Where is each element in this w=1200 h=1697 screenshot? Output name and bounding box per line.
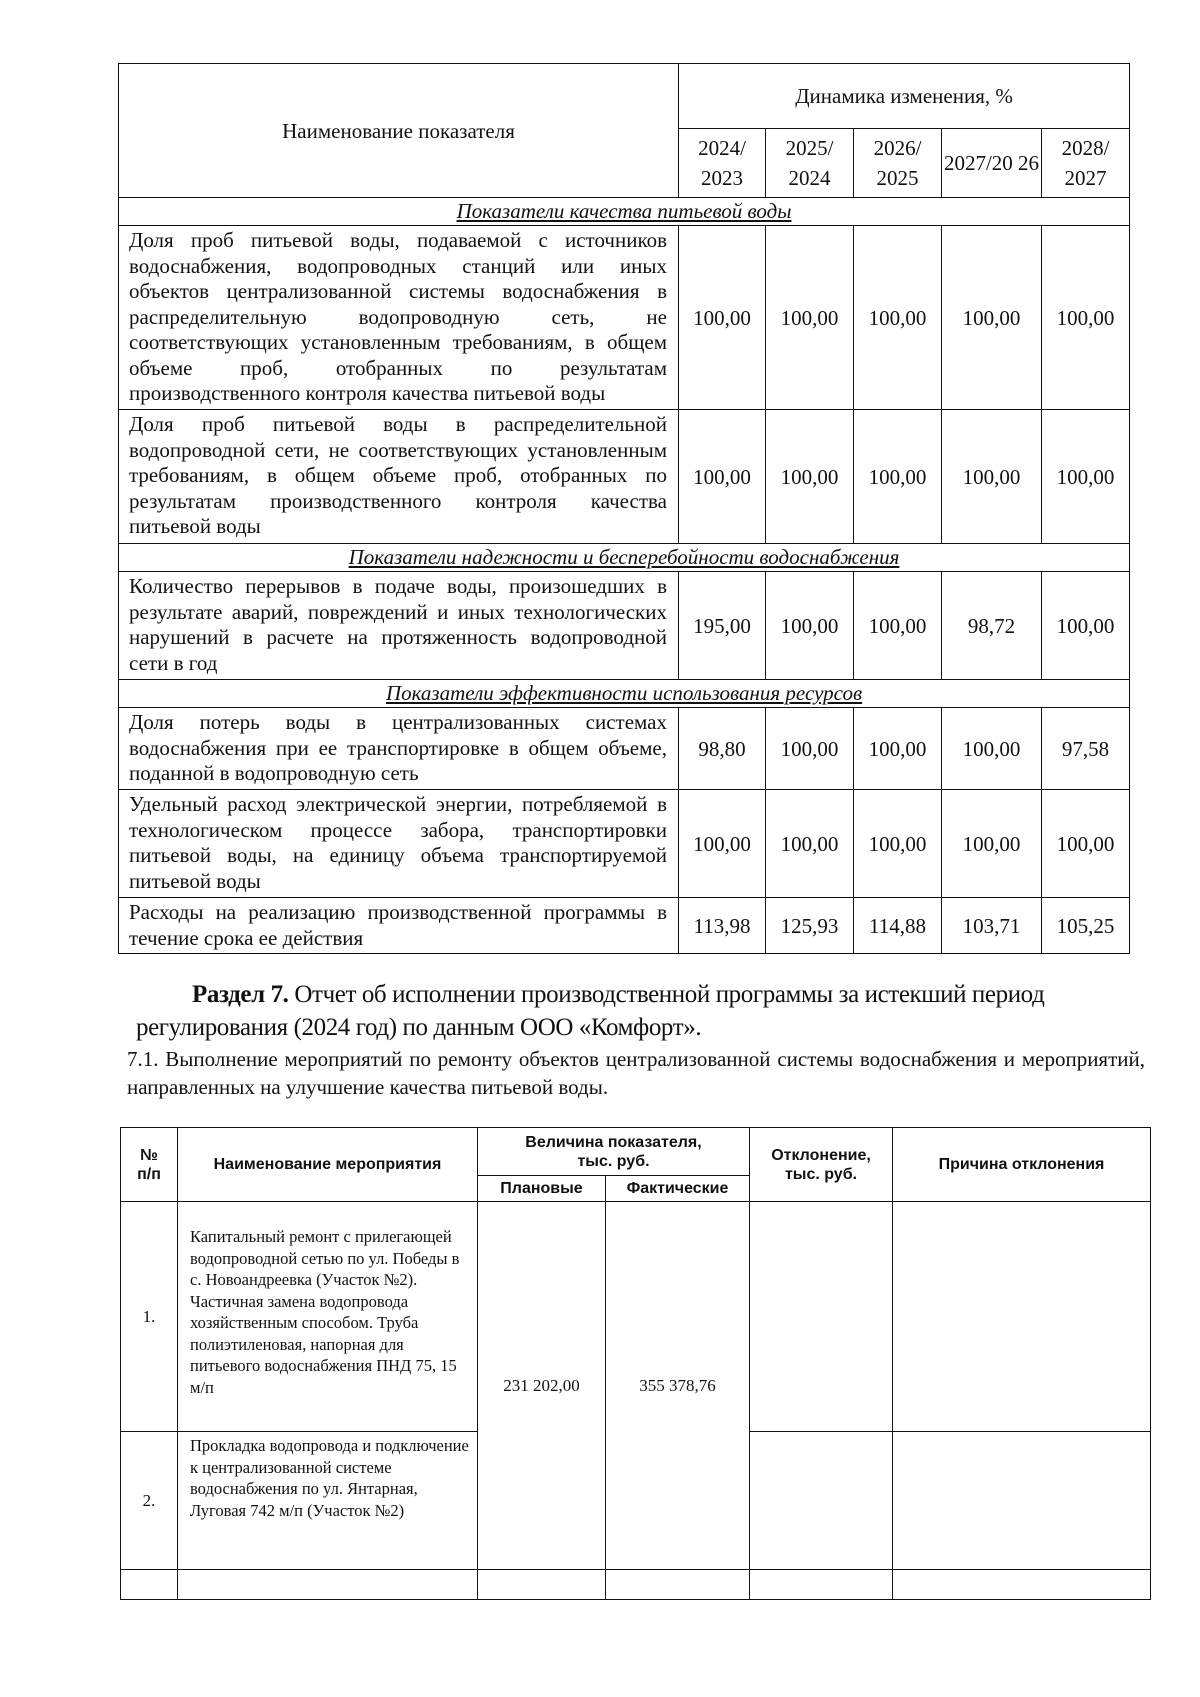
row-number: 1. <box>121 1202 178 1432</box>
section-title-quality <box>119 198 1130 226</box>
empty-cell <box>478 1570 606 1600</box>
table-row <box>119 226 1130 410</box>
indicator-value: 100,00 <box>766 410 854 544</box>
empty-cell <box>606 1570 750 1600</box>
actual-value: 355 378,76 <box>606 1202 750 1570</box>
indicator-name: Количество перерывов в подаче воды, произошедших в результате аварий, повреждений и иных технологических нарушений в расчете на протяженность водопроводной сети в год <box>119 572 679 680</box>
actual-header: Фактические <box>606 1176 750 1202</box>
value-header: Величина показателя, тыс. руб. <box>478 1128 750 1176</box>
indicator-value: 100,00 <box>854 790 942 898</box>
indicator-value: 100,00 <box>942 226 1042 410</box>
indicator-value: 125,93 <box>766 898 854 954</box>
indicator-value: 100,00 <box>854 572 942 680</box>
deviation-header: Отклонение, тыс. руб. <box>750 1128 893 1202</box>
number-header: № п/п <box>121 1128 178 1202</box>
indicator-value: 195,00 <box>679 572 766 680</box>
section-title-text: Показатели качества питьевой воды <box>456 199 792 223</box>
year-header: 2024/ 2023 <box>679 129 766 198</box>
subsection-7-1: 7.1. Выполнение мероприятий по ремонту объектов централизованной системы водоснабжения и мероприятий, направленных на улучшение качества питьевой воды. <box>127 1047 1145 1099</box>
indicator-value: 100,00 <box>766 790 854 898</box>
indicator-name: Доля потерь воды в централизованных системах водоснабжения при ее транспортировке в общем объеме, поданной в водопроводную сеть <box>119 708 679 790</box>
section-title-text: Показатели надежности и бесперебойности водоснабжения <box>348 545 900 569</box>
reason-cell <box>893 1202 1151 1432</box>
year-header: 2028/ 2027 <box>1042 129 1130 198</box>
indicator-name: Удельный расход электрической энергии, потребляемой в технологическом процессе забора, транспортировки питьевой воды, на единицу объема транспортируемой питьевой воды <box>119 790 679 898</box>
section-7-heading <box>136 978 1141 1044</box>
year-header: 2027/20 26 <box>942 129 1042 198</box>
indicator-value: 100,00 <box>854 226 942 410</box>
indicator-value: 100,00 <box>1042 410 1130 544</box>
indicator-value: 100,00 <box>766 226 854 410</box>
indicators-table <box>118 63 1130 954</box>
indicator-value: 100,00 <box>1042 790 1130 898</box>
indicator-name-header: Наименование показателя <box>119 64 679 198</box>
activity-name-header: Наименование мероприятия <box>178 1128 478 1202</box>
indicator-value: 100,00 <box>1042 226 1130 410</box>
table-row <box>119 572 1130 680</box>
indicator-value: 100,00 <box>679 410 766 544</box>
indicator-value: 98,72 <box>942 572 1042 680</box>
indicator-value: 105,25 <box>1042 898 1130 954</box>
indicator-value: 97,58 <box>1042 708 1130 790</box>
indicator-name: Расходы на реализацию производственной программы в течение срока ее действия <box>119 898 679 954</box>
activity-name: Капитальный ремонт с прилегающей водопроводной сетью по ул. Победы в с. Новоандреевка (Участок №2). Частичная замена водопровода хозяйственным способом. Труба полиэтиленовая, напорная для питьевого водоснабжения ПНД 75, 15 м/п <box>178 1202 478 1432</box>
reason-header: Причина отклонения <box>893 1128 1151 1202</box>
deviation-cell <box>750 1432 893 1570</box>
empty-cell <box>178 1570 478 1600</box>
indicator-value: 103,71 <box>942 898 1042 954</box>
table-row <box>119 410 1130 544</box>
indicator-name: Доля проб питьевой воды в распределительной водопроводной сети, не соответствующих установленным требованиям, в общем объеме проб, отобранных по результатам производственного контроля качества питьевой воды <box>119 410 679 544</box>
dynamics-header: Динамика изменения, % <box>679 64 1130 129</box>
section-title-efficiency <box>119 680 1130 708</box>
indicator-value: 100,00 <box>766 708 854 790</box>
table-row-empty <box>121 1570 1151 1600</box>
table-row <box>121 1202 1151 1432</box>
indicator-value: 98,80 <box>679 708 766 790</box>
section-7-label: Раздел 7. <box>192 981 289 1008</box>
deviation-cell <box>750 1202 893 1432</box>
indicator-value: 100,00 <box>854 708 942 790</box>
empty-cell <box>893 1570 1151 1600</box>
indicator-value: 100,00 <box>679 790 766 898</box>
indicator-value: 100,00 <box>1042 572 1130 680</box>
year-header: 2025/ 2024 <box>766 129 854 198</box>
reason-cell <box>893 1432 1151 1570</box>
indicator-value: 100,00 <box>766 572 854 680</box>
activity-name: Прокладка водопровода и подключение к централизованной системе водоснабжения по ул. Янтарная, Луговая 742 м/п (Участок №2) <box>178 1432 478 1570</box>
indicator-name: Доля проб питьевой воды, подаваемой с источников водоснабжения, водопроводных станций или иных объектов централизованной системы водоснабжения в распределительную водопроводную сеть, не соответствующих установленным требованиям, в общем объеме проб, отобранных по результатам производственного контроля качества питьевой воды <box>119 226 679 410</box>
indicator-value: 100,00 <box>942 708 1042 790</box>
indicator-value: 100,00 <box>679 226 766 410</box>
planned-header: Плановые <box>478 1176 606 1202</box>
year-header: 2026/ 2025 <box>854 129 942 198</box>
section-title-reliability <box>119 544 1130 572</box>
table-row <box>119 898 1130 954</box>
heading-line-1 <box>136 978 1141 1011</box>
indicator-value: 100,00 <box>942 410 1042 544</box>
empty-cell <box>750 1570 893 1600</box>
row-number: 2. <box>121 1432 178 1570</box>
table-row <box>119 790 1130 898</box>
empty-cell <box>121 1570 178 1600</box>
activities-table <box>120 1127 1151 1600</box>
section-title-text: Показатели эффективности использования ресурсов <box>385 681 863 705</box>
heading-text: Отчет об исполнении производственной программы за истекший период <box>294 981 1045 1008</box>
table-row <box>119 708 1130 790</box>
heading-line-2: регулирования (2024 год) по данным ООО «Комфорт». <box>136 1014 702 1041</box>
indicator-value: 114,88 <box>854 898 942 954</box>
indicator-value: 113,98 <box>679 898 766 954</box>
indicator-value: 100,00 <box>854 410 942 544</box>
planned-value: 231 202,00 <box>478 1202 606 1570</box>
indicator-value: 100,00 <box>942 790 1042 898</box>
